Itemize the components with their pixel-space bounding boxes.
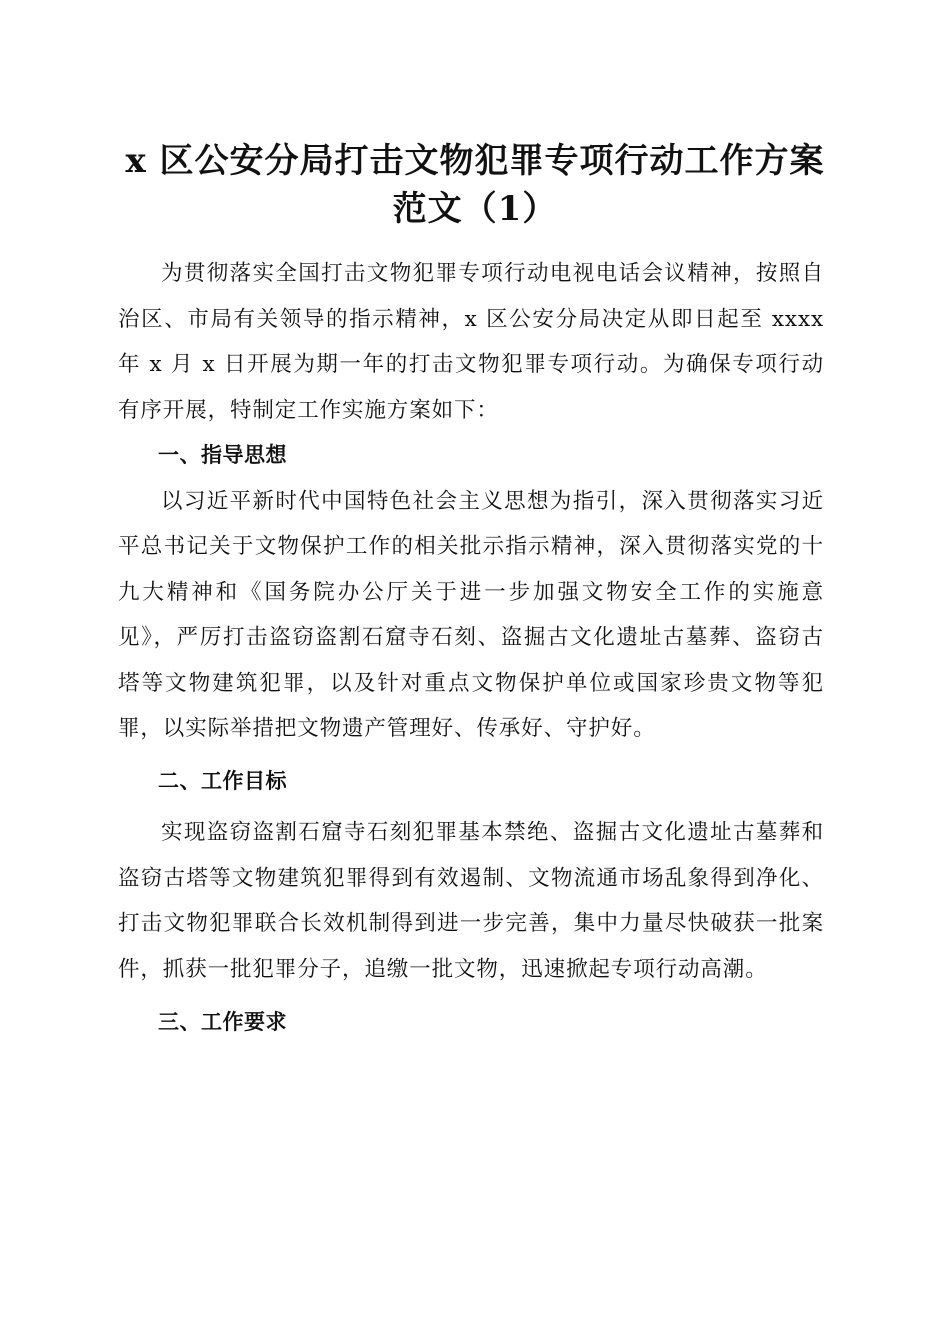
section-body-work-goals: 实现盗窃盗割石窟寺石刻犯罪基本禁绝、盗掘古文化遗址古墓葬和盗窃古塔等文物建筑犯罪得到有效遏制、文物流通市场乱象得到净化、打击文物犯罪联合长效机制得到进一步完善，集中力量尽快破获一批案件，抓获一批犯罪分子，追缴一批文物，迅速掀起专项行动高潮。 <box>118 820 824 982</box>
section-body-guiding-thought: 以习近平新时代中国特色社会主义思想为指引，深入贯彻落实习近平总书记关于文物保护工作的相关批示指示精神，深入贯彻落实党的十九大精神和《国务院办公厅关于进一步加强文物安全工作的实施意见》，严厉打击盗窃盗割石窟寺石刻、盗掘古文化遗址古墓葬、盗窃古塔等文物建筑犯罪，以及针对重点文物保护单位或国家珍贵文物等犯罪，以实际举措把文物遗产管理好、传承好、守护好。 <box>118 488 824 741</box>
intro-paragraph: 为贯彻落实全国打击文物犯罪专项行动电视电话会议精神，按照自治区、市局有关领导的指示精神，x 区公安分局决定从即日起至 xxxx 年 x 月 x 日开展为期一年的打击文物犯罪专项行动。为确保专项行动有序开展，特制定工作实施方案如下： <box>118 261 824 423</box>
document-body <box>118 251 824 1046</box>
document-title-line-1: x 区公安分局打击文物犯罪专项行动工作方案 <box>125 141 825 181</box>
document-title-line-2: 范文（1） <box>392 189 558 229</box>
section-heading-guiding-thought: 一、指导思想 <box>158 443 287 467</box>
section-heading-work-goals: 二、工作目标 <box>158 768 287 793</box>
section-heading-work-requirements: 三、工作要求 <box>158 1010 287 1034</box>
